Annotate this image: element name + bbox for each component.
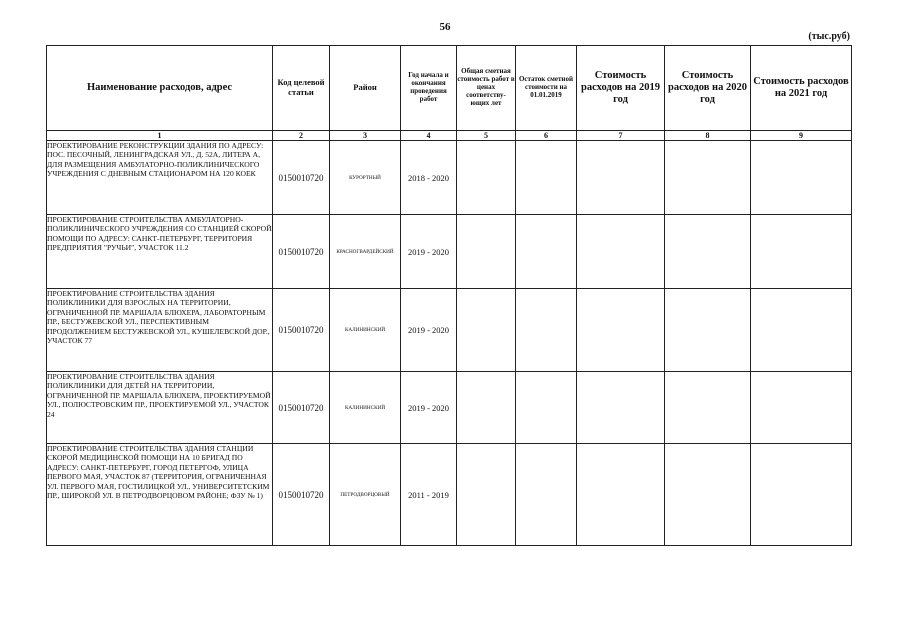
expenses-table bbox=[46, 45, 852, 546]
cost-2020-cell bbox=[665, 215, 751, 289]
work-period: 2018 - 2020 bbox=[401, 141, 457, 215]
target-code: 0150010720 bbox=[273, 141, 330, 215]
expense-name: ПРОЕКТИРОВАНИЕ СТРОИТЕЛЬСТВА ЗДАНИЯ СТАНЦИИ СКОРОЙ МЕДИЦИНСКОЙ ПОМОЩИ НА 10 БРИГАД ПО АДРЕСУ: САНКТ-ПЕТЕРБУРГ, ГОРОД ПЕТЕРГОФ, УЛИЦА ПЕРВОГО МАЯ, УЧАСТОК 87 (ТЕРРИТОРИЯ, ОГРАНИЧЕННАЯ УЛ. ПЕРВОГО МАЯ, ГОСТИЛИЦКОЙ УЛ., УНИВЕРСИТЕТСКИМ ПР., ШИРОКОЙ УЛ. В ПЕТРОДВОРЦОВОМ РАЙОНЕ; ФЗУ № 1) bbox=[47, 444, 273, 546]
cost-2019-cell bbox=[577, 289, 665, 372]
target-code: 0150010720 bbox=[273, 215, 330, 289]
expense-name: ПРОЕКТИРОВАНИЕ СТРОИТЕЛЬСТВА АМБУЛАТОРНО-ПОЛИКЛИНИЧЕСКОГО УЧРЕЖДЕНИЯ СО СТАНЦИЕЙ СКОРОЙ ПОМОЩИ ПО АДРЕСУ: САНКТ-ПЕТЕРБУРГ, ТЕРРИТОРИЯ ПРЕДПРИЯТИЯ "РУЧЬИ", УЧАСТОК 11.2 bbox=[47, 215, 273, 289]
cost-2020-cell bbox=[665, 372, 751, 444]
cost-2021-cell bbox=[751, 372, 852, 444]
remaining-cost-cell bbox=[516, 372, 577, 444]
table-row bbox=[47, 141, 852, 215]
header-total-cost: Общая сметная стоимость работ в ценах соответству-ющих лет bbox=[457, 46, 516, 131]
expense-name: ПРОЕКТИРОВАНИЕ СТРОИТЕЛЬСТВА ЗДАНИЯ ПОЛИКЛИНИКИ ДЛЯ ВЗРОСЛЫХ НА ТЕРРИТОРИИ, ОГРАНИЧЕННОЙ ПР. МАРШАЛА БЛЮХЕРА, ЛАБОРАТОРНЫМ ПР., БЕСТУЖЕВСКОЙ УЛ., ПЕРСПЕКТИВНЫМ ПРОДОЛЖЕНИЕМ БЕСТУЖЕВСКОЙ УЛ., КУШЕЛЕВСКОЙ ДОР., УЧАСТОК 77 bbox=[47, 289, 273, 372]
expense-name: ПРОЕКТИРОВАНИЕ РЕКОНСТРУКЦИИ ЗДАНИЯ ПО АДРЕСУ: ПОС. ПЕСОЧНЫЙ, ЛЕНИНГРАДСКАЯ УЛ., Д. 52А, ЛИТЕРА А, ДЛЯ РАЗМЕЩЕНИЯ АМБУЛАТОРНО-ПОЛИКЛИНИЧЕСКОГО УЧРЕЖДЕНИЯ С ДНЕВНЫМ СТАЦИОНАРОМ НА 120 КОЕК bbox=[47, 141, 273, 215]
district: КАЛИНИНСКИЙ bbox=[330, 289, 401, 372]
table-header-row bbox=[47, 46, 852, 131]
cost-2019-cell bbox=[577, 141, 665, 215]
table-row bbox=[47, 289, 852, 372]
cost-2021-cell bbox=[751, 215, 852, 289]
cost-2020-cell bbox=[665, 141, 751, 215]
table-row bbox=[47, 372, 852, 444]
target-code: 0150010720 bbox=[273, 289, 330, 372]
table-row bbox=[47, 215, 852, 289]
total-cost-cell bbox=[457, 141, 516, 215]
remaining-cost-cell bbox=[516, 141, 577, 215]
header-remaining-cost: Остаток сметной стоимости на 01.01.2019 bbox=[516, 46, 577, 131]
table-row bbox=[47, 444, 852, 546]
units-label: (тыс.руб) bbox=[808, 31, 850, 42]
target-code: 0150010720 bbox=[273, 444, 330, 546]
cost-2021-cell bbox=[751, 141, 852, 215]
cost-2020-cell bbox=[665, 289, 751, 372]
column-number: 2 bbox=[273, 131, 330, 141]
header-name: Наименование расходов, адрес bbox=[47, 46, 273, 131]
total-cost-cell bbox=[457, 215, 516, 289]
column-number: 6 bbox=[516, 131, 577, 141]
header-cost-2019: Стоимость расходов на 2019 год bbox=[577, 46, 665, 131]
target-code: 0150010720 bbox=[273, 372, 330, 444]
cost-2019-cell bbox=[577, 372, 665, 444]
column-number: 7 bbox=[577, 131, 665, 141]
remaining-cost-cell bbox=[516, 215, 577, 289]
work-period: 2019 - 2020 bbox=[401, 289, 457, 372]
work-period: 2019 - 2020 bbox=[401, 372, 457, 444]
total-cost-cell bbox=[457, 289, 516, 372]
expense-name: ПРОЕКТИРОВАНИЕ СТРОИТЕЛЬСТВА ЗДАНИЯ ПОЛИКЛИНИКИ ДЛЯ ДЕТЕЙ НА ТЕРРИТОРИИ, ОГРАНИЧЕННОЙ ПР. МАРШАЛА БЛЮХЕРА, ПРОЕКТИРУЕМОЙ УЛ., ПОЛЮСТРОВСКИМ ПР., ПРОЕКТИРУЕМОЙ УЛ., УЧАСТОК 24 bbox=[47, 372, 273, 444]
cost-2019-cell bbox=[577, 215, 665, 289]
cost-2021-cell bbox=[751, 444, 852, 546]
district: ПЕТРОДВОРЦОВЫЙ bbox=[330, 444, 401, 546]
column-number: 4 bbox=[401, 131, 457, 141]
district: КУРОРТНЫЙ bbox=[330, 141, 401, 215]
district: КАЛИНИНСКИЙ bbox=[330, 372, 401, 444]
header-period: Год начала и окончания проведения работ bbox=[401, 46, 457, 131]
total-cost-cell bbox=[457, 372, 516, 444]
work-period: 2011 - 2019 bbox=[401, 444, 457, 546]
column-number: 9 bbox=[751, 131, 852, 141]
cost-2019-cell bbox=[577, 444, 665, 546]
cost-2021-cell bbox=[751, 289, 852, 372]
column-number: 8 bbox=[665, 131, 751, 141]
header-cost-2020: Стоимость расходов на 2020 год bbox=[665, 46, 751, 131]
column-number: 1 bbox=[47, 131, 273, 141]
remaining-cost-cell bbox=[516, 444, 577, 546]
header-cost-2021: Стоимость расходов на 2021 год bbox=[751, 46, 852, 131]
column-number: 5 bbox=[457, 131, 516, 141]
work-period: 2019 - 2020 bbox=[401, 215, 457, 289]
header-district: Район bbox=[330, 46, 401, 131]
page-number: 56 bbox=[439, 21, 451, 33]
cost-2020-cell bbox=[665, 444, 751, 546]
remaining-cost-cell bbox=[516, 289, 577, 372]
column-number: 3 bbox=[330, 131, 401, 141]
header-code: Код целевой статьи bbox=[273, 46, 330, 131]
column-number-row bbox=[47, 131, 852, 141]
total-cost-cell bbox=[457, 444, 516, 546]
district: КРАСНОГВАРДЕЙСКИЙ bbox=[330, 215, 401, 289]
